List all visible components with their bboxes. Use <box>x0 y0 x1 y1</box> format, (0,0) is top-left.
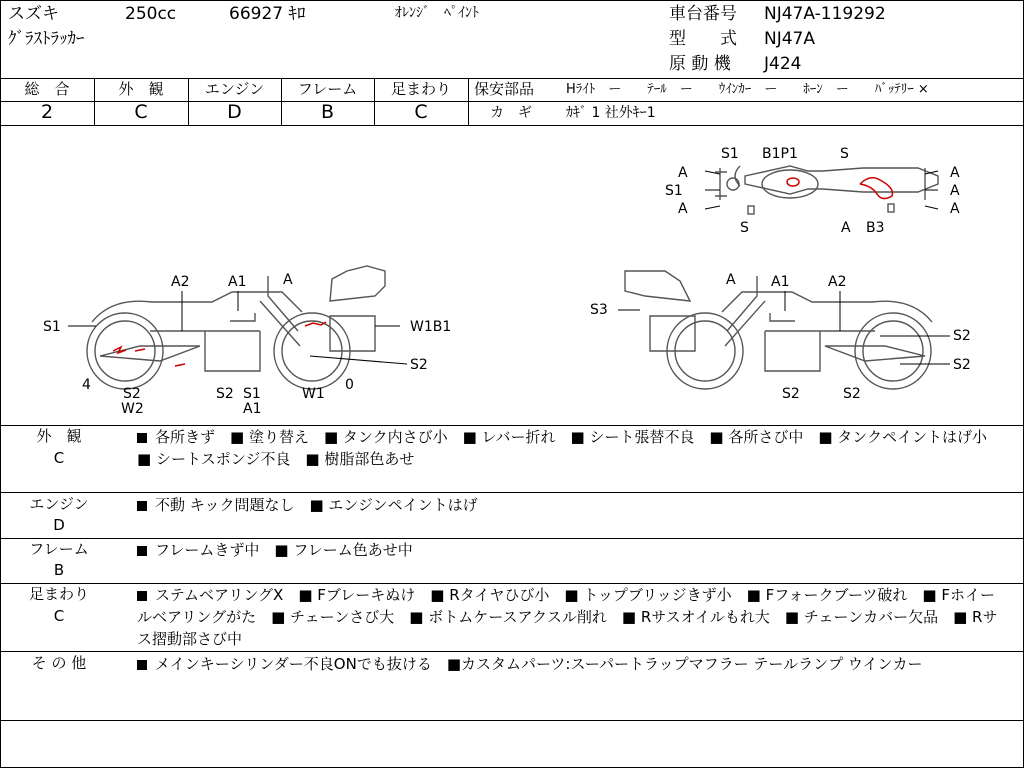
damage-code-label: A <box>950 183 960 199</box>
damage-code-label: A <box>726 272 736 288</box>
grid-line <box>468 101 1024 102</box>
damage-code-label: S <box>840 146 849 162</box>
grade-frame-label: フレーム <box>297 80 358 98</box>
grade-engine-value: D <box>227 101 242 123</box>
section-exterior-notes: 各所きず ■ 塗り替え ■ タンク内さび小 ■ レバー折れ ■ シート張替不良 ■ 各所さび中 ■ タンクペイントはげ小 ■ シートスポンジ不良 ■ 樹脂部色あせ <box>137 428 1003 468</box>
safety-parts-label: 保安部品 <box>474 80 535 98</box>
grade-overall-label: 総 合 <box>24 80 70 98</box>
grade-suspension-value: C <box>414 101 428 123</box>
damage-code-label: A <box>841 220 851 236</box>
engine-value: J424 <box>764 54 802 74</box>
damage-code-label: S2 <box>410 357 428 373</box>
displacement: 250cc <box>125 4 177 24</box>
damage-code-label: A <box>950 201 960 217</box>
damage-code-label: A <box>678 165 688 181</box>
section-frame-label: フレーム <box>29 540 89 558</box>
frame-no-value: NJ47A-119292 <box>764 4 886 24</box>
engine-label: 原 動 機 <box>669 54 731 74</box>
damage-code-label: 0 <box>345 377 354 393</box>
damage-code-label: B3 <box>866 220 885 236</box>
damage-code-label: A2 <box>828 274 847 290</box>
grid-line <box>468 78 469 125</box>
frame-no-label: 車台番号 <box>669 4 737 24</box>
top-view-sketch <box>715 166 938 214</box>
grid-line <box>0 492 1024 493</box>
section-engine-label: エンジン <box>29 495 89 513</box>
damage-code-label: A2 <box>171 274 190 290</box>
bullet-icon <box>137 660 147 670</box>
damage-code-label: A1 <box>771 274 790 290</box>
damage-code-label: W1 <box>302 386 325 402</box>
section-engine-grade: D <box>53 516 65 534</box>
section-suspension-label: 足まわり <box>28 585 89 603</box>
bullet-icon <box>137 501 147 511</box>
grid-line <box>0 651 1024 652</box>
damage-code-label: S1 <box>243 386 261 402</box>
damage-code-label: A <box>283 272 293 288</box>
damage-code-label: S1 <box>43 319 61 335</box>
grid-line <box>0 78 1024 79</box>
key-label: カ ギ <box>490 105 532 121</box>
bullet-icon <box>137 591 147 601</box>
model-name: ｸﾞﾗｽﾄﾗｯｶｰ <box>8 29 85 49</box>
key-value: ｶｷﾞ 1 社外ｷｰ1 <box>566 105 656 121</box>
damage-marks <box>113 178 893 366</box>
section-suspension-text <box>137 584 1003 650</box>
damage-code-label: S1 <box>665 183 683 199</box>
grade-exterior-value: C <box>134 101 148 123</box>
grade-suspension-label: 足まわり <box>390 80 451 98</box>
section-frame-text <box>137 539 1003 561</box>
section-frame-notes: フレームきず中 ■ フレーム色あせ中 <box>155 541 413 559</box>
color: ｵﾚﾝｼﾞ ﾍﾟｲﾝﾄ <box>395 5 479 21</box>
leader-lines <box>68 171 950 364</box>
damage-code-label: S2 <box>843 386 861 402</box>
section-exterior-label: 外 観 <box>36 427 82 445</box>
damage-code-label: 4 <box>82 377 91 393</box>
section-exterior-text <box>137 426 1003 470</box>
section-engine-text <box>137 494 1003 516</box>
grid-line <box>0 720 1024 721</box>
damage-code-label: S3 <box>590 302 608 318</box>
damage-code-label: A <box>678 201 688 217</box>
damage-code-label: A <box>950 165 960 181</box>
maker: スズキ <box>8 4 59 24</box>
type-value: NJ47A <box>764 29 815 49</box>
damage-code-label: B1P1 <box>762 146 798 162</box>
damage-code-label: A1 <box>228 274 247 290</box>
damage-code-label: W1B1 <box>410 319 452 335</box>
damage-code-label: A1 <box>243 401 262 417</box>
section-frame-grade: B <box>53 561 65 579</box>
damage-code-label: S <box>740 220 749 236</box>
grade-exterior-label: 外 観 <box>118 80 164 98</box>
section-suspension-grade: C <box>53 607 65 625</box>
damage-code-label: W2 <box>121 401 144 417</box>
damage-code-label: S2 <box>953 357 971 373</box>
damage-code-label: S1 <box>721 146 739 162</box>
bullet-icon <box>137 433 147 443</box>
section-exterior-grade: C <box>53 449 65 467</box>
damage-code-label: S2 <box>953 328 971 344</box>
damage-diagram <box>0 126 1024 426</box>
section-other-label: そ の 他 <box>31 654 87 672</box>
section-other-notes: メインキーシリンダー不良ONでも抜ける ■カスタムパーツ:スーパートラップマフラー テールランプ ウインカー <box>155 655 923 673</box>
grade-frame-value: B <box>320 101 335 123</box>
type-label: 型 式 <box>669 29 737 49</box>
damage-code-label: S2 <box>216 386 234 402</box>
grade-overall-value: 2 <box>40 101 54 123</box>
section-other-text <box>137 653 1003 675</box>
safety-parts-items: Hﾗｲﾄ ー ﾃｰﾙ ー ｳｲﾝｶｰ ー ﾎｰﾝ ー ﾊﾞｯﾃﾘｰ × <box>566 82 929 97</box>
section-suspension-notes: ステムベアリングX ■ Fブレーキぬけ ■ Rタイヤひび小 ■ トップブリッジきず小 ■ Fフォークブーツ破れ ■ Fホイールベアリングがた ■ チェーンさび大 ■ ボトムケースアクスル削れ ■ Rサスオイルもれ大 ■ チェーンカバー欠品 ■ Rサス摺動部さび中 <box>137 586 998 648</box>
mileage: 66927 ｷﾛ <box>229 4 306 24</box>
grade-engine-label: エンジン <box>204 80 265 98</box>
damage-code-label: S2 <box>123 386 141 402</box>
section-engine-notes: 不動 キック問題なし ■ エンジンペイントはげ <box>155 496 478 514</box>
bullet-icon <box>137 546 147 556</box>
damage-code-label: S2 <box>782 386 800 402</box>
